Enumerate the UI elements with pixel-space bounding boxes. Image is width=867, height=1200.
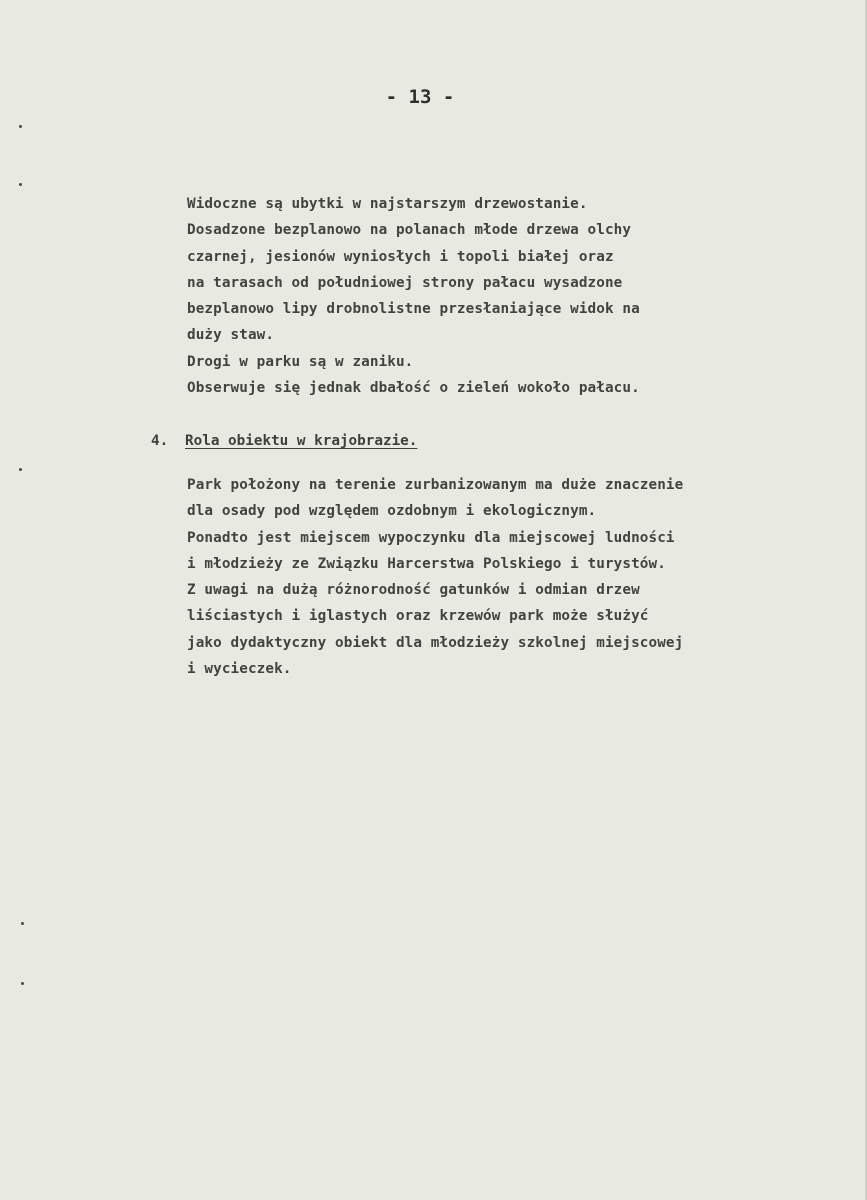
paragraph-section bbox=[187, 472, 683, 682]
text-line: bezplanowo lipy drobnolistne przesłaniające widok na bbox=[187, 301, 640, 318]
text-line: i wycieczek. bbox=[187, 661, 292, 678]
section-number: 4. bbox=[151, 433, 169, 449]
text-line: duży staw. bbox=[187, 327, 275, 344]
text-line: Dosadzone bezplanowo na polanach młode drzewa olchy bbox=[187, 222, 632, 239]
margin-mark bbox=[19, 468, 22, 471]
text-line: liściastych i iglastych oraz krzewów park może służyć bbox=[187, 608, 649, 625]
text-line: czarnej, jesionów wyniosłych i topoli białej oraz bbox=[187, 248, 614, 265]
text-line: Z uwagi na dużą różnorodność gatunków i odmian drzew bbox=[187, 582, 640, 599]
text-line: jako dydaktyczny obiekt dla młodzieży szkolnej miejscowej bbox=[187, 634, 684, 651]
page-number: - 13 - bbox=[385, 86, 455, 108]
text-line: Widoczne są ubytki w najstarszym drzewostanie. bbox=[187, 196, 588, 212]
margin-mark bbox=[19, 183, 22, 186]
text-line: Drogi w parku są w zaniku. bbox=[187, 353, 414, 370]
text-line: Obserwuje się jednak dbałość o zieleń wokoło pałacu. bbox=[187, 380, 640, 397]
margin-mark bbox=[19, 125, 22, 128]
text-line: dla osady pod względem ozdobnym i ekologicznym. bbox=[187, 503, 597, 520]
section-title: Rola obiektu w krajobrazie. bbox=[185, 433, 418, 449]
text-line: Ponadto jest miejscem wypoczynku dla miejscowej ludności bbox=[187, 529, 675, 546]
section-heading bbox=[151, 428, 417, 454]
margin-mark bbox=[21, 982, 24, 985]
margin-mark bbox=[21, 922, 24, 925]
text-line: Park położony na terenie zurbanizowanym ma duże znaczenie bbox=[187, 477, 684, 493]
text-line: na tarasach od południowej strony pałacu wysadzone bbox=[187, 274, 623, 291]
text-line: i młodzieży ze Związku Harcerstwa Polskiego i turystów. bbox=[187, 555, 666, 572]
paragraph-top bbox=[187, 191, 640, 401]
